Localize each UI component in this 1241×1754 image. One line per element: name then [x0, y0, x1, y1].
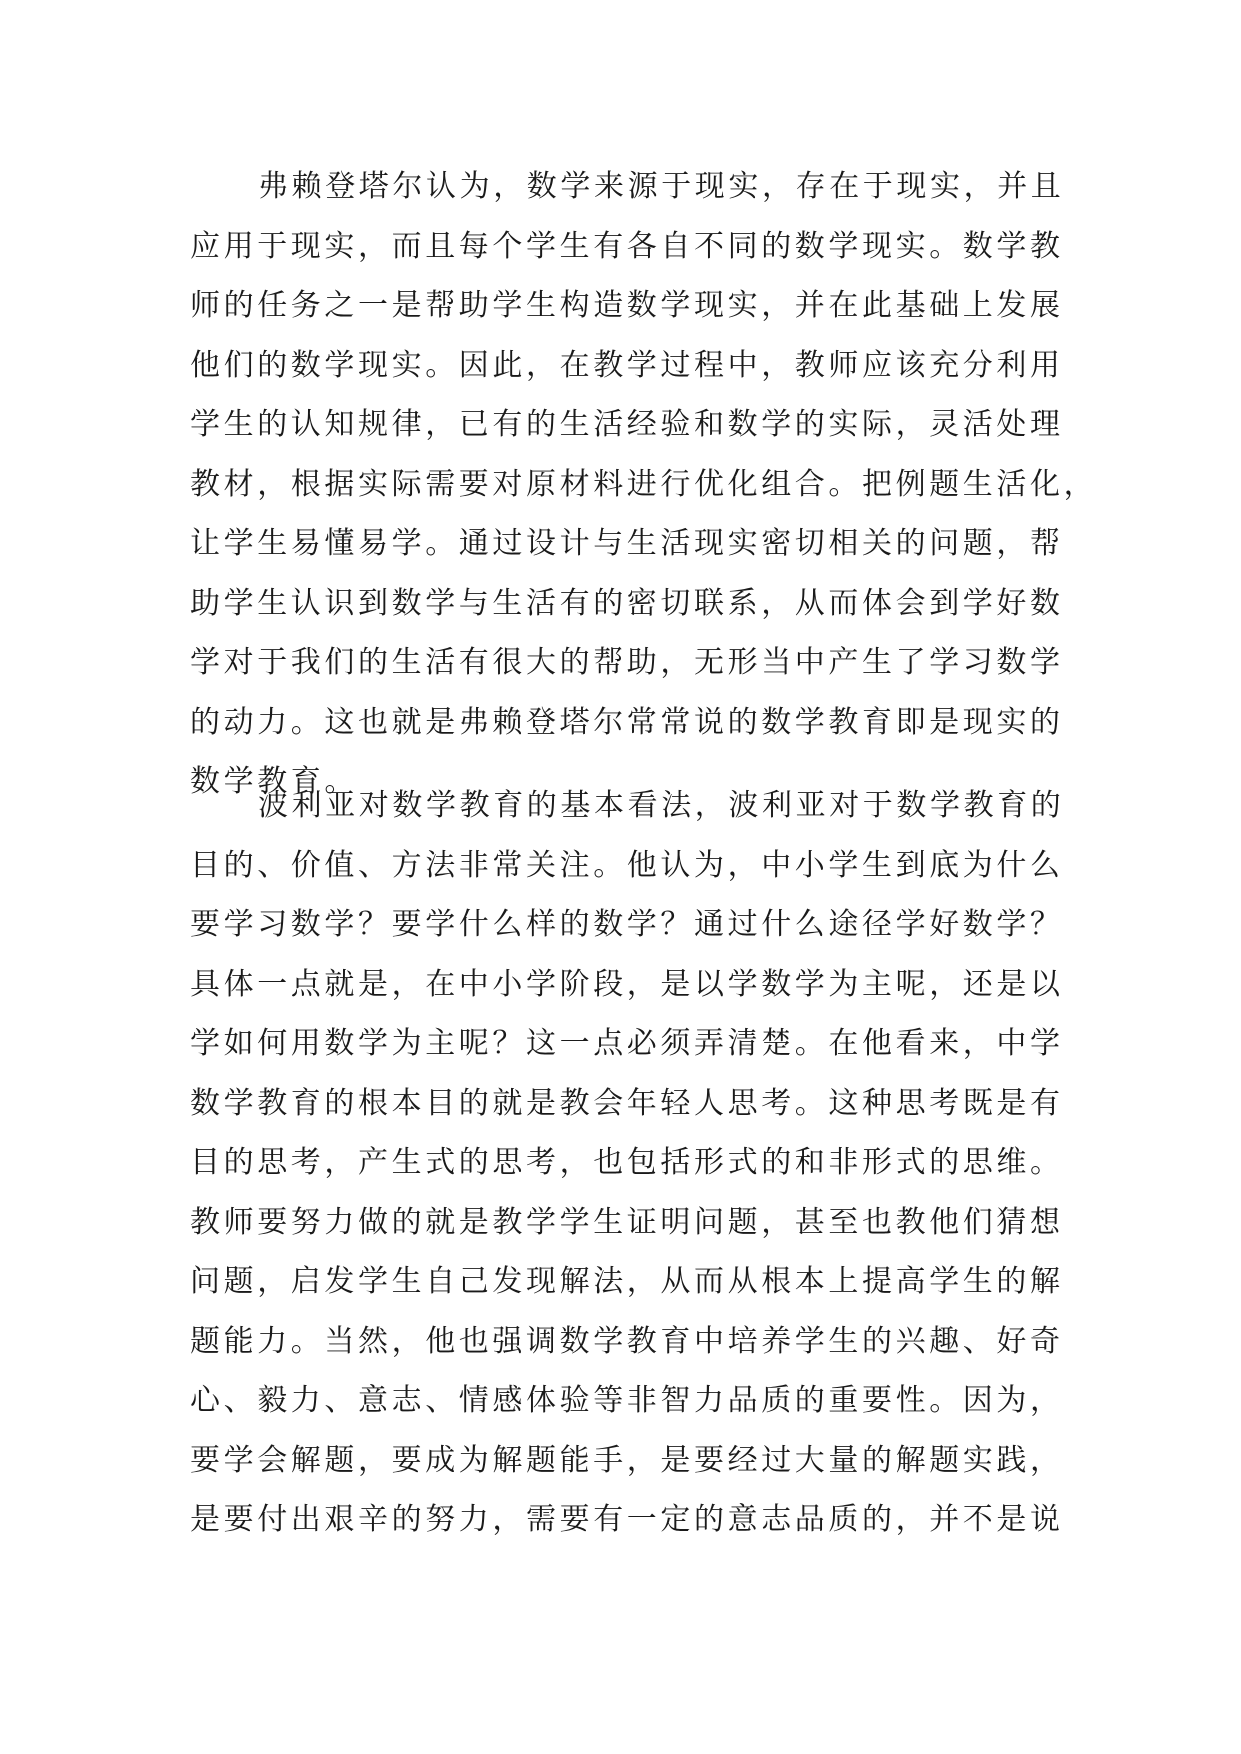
text-line: 学生的认知规律，已有的生活经验和数学的实际，灵活处理 [190, 407, 1064, 442]
text-line: 具体一点就是，在中小学阶段，是以学数学为主呢，还是以 [190, 966, 1064, 1002]
text-line: 问题，启发学生自己发现解法，从而从根本上提高学生的解 [190, 1264, 1064, 1299]
text-line: 师的任务之一是帮助学生构造数学现实，并在此基础上发展 [190, 288, 1064, 323]
paragraph-polya [190, 776, 1070, 1550]
text-line: 让学生易懂易学。通过设计与生活现实密切相关的问题，帮 [190, 526, 1064, 561]
text-line: 的动力。这也就是弗赖登塔尔常常说的数学教育即是现实的 [190, 704, 1064, 740]
text-line: 要学习数学？要学什么样的数学？通过什么途径学好数学？ [190, 907, 1064, 942]
text-line: 应用于现实，而且每个学生有各自不同的数学现实。数学教 [190, 228, 1064, 264]
text-line: 目的、价值、方法非常关注。他认为，中小学生到底为什么 [190, 847, 1064, 883]
text-line: 教师要努力做的就是教学学生证明问题，甚至也教他们猜想 [190, 1204, 1064, 1240]
text-line: 助学生认识到数学与生活有的密切联系，从而体会到学好数 [190, 585, 1064, 621]
text-line: 弗赖登塔尔认为，数学来源于现实，存在于现实，并且 [258, 169, 1065, 204]
text-line: 数学教育的根本目的就是教会年轻人思考。这种思考既是有 [190, 1085, 1064, 1121]
text-line: 学如何用数学为主呢？这一点必须弄清楚。在他看来，中学 [190, 1026, 1064, 1061]
text-line: 题能力。当然，他也强调数学教育中培养学生的兴趣、好奇 [190, 1323, 1064, 1359]
text-line: 波利亚对数学教育的基本看法，波利亚对于数学教育的 [258, 788, 1065, 823]
text-line: 要学会解题，要成为解题能手，是要经过大量的解题实践， [190, 1442, 1064, 1478]
text-line: 数学教育。 [190, 764, 358, 799]
text-line: 学对于我们的生活有很大的帮助，无形当中产生了学习数学 [190, 645, 1064, 680]
text-line: 是要付出艰辛的努力，需要有一定的意志品质的，并不是说 [190, 1502, 1064, 1537]
text-line: 他们的数学现实。因此，在教学过程中，教师应该充分利用 [190, 347, 1064, 383]
paragraph-freudenthal [190, 157, 1098, 812]
text-line: 心、毅力、意志、情感体验等非智力品质的重要性。因为， [190, 1383, 1064, 1418]
text-line: 教材，根据实际需要对原材料进行优化组合。把例题生活化， [190, 466, 1098, 502]
text-line: 目的思考，产生式的思考，也包括形式的和非形式的思维。 [190, 1145, 1064, 1180]
